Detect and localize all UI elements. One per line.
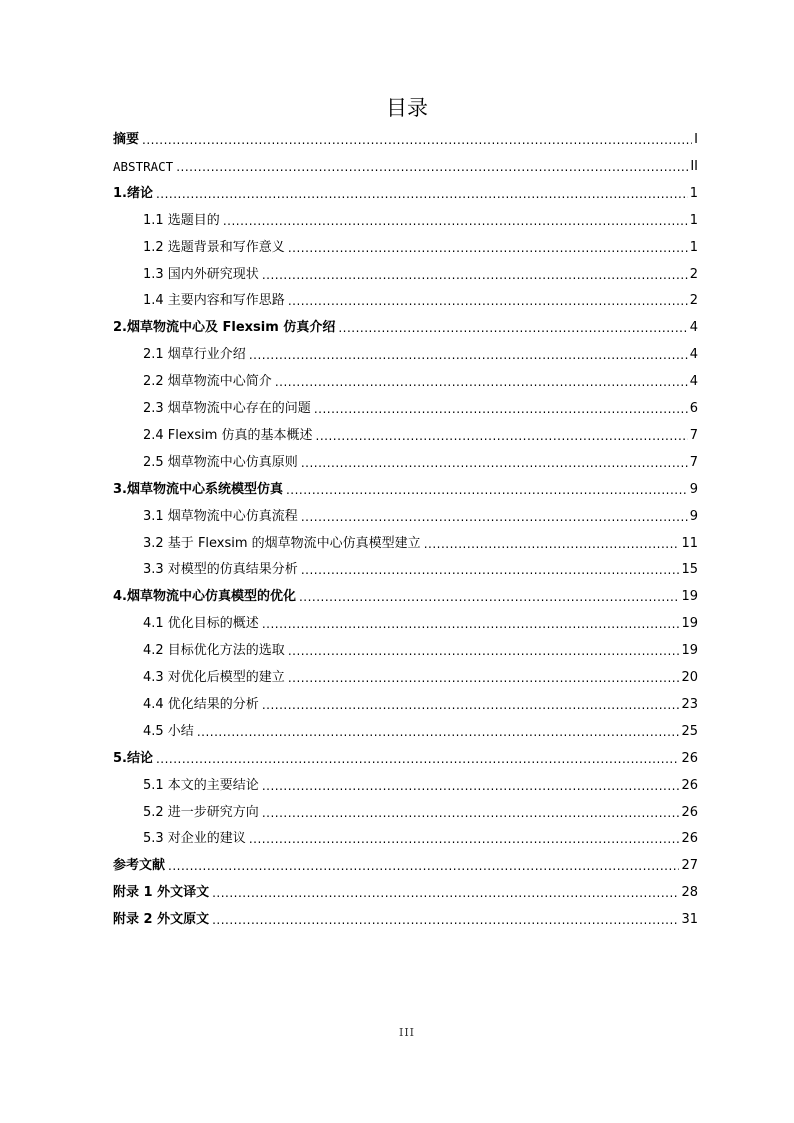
toc-entry-page: 26 xyxy=(681,831,698,847)
toc-entry-page: 9 xyxy=(689,481,698,497)
toc-entry-page: 19 xyxy=(681,643,698,659)
toc-entry-label: 4.4 优化结果的分析 xyxy=(143,696,259,712)
toc-entry[interactable] xyxy=(113,743,698,767)
toc-entry-label: 2.3 烟草物流中心存在的问题 xyxy=(143,401,311,416)
toc-entry-label: 3.1 烟草物流中心仿真流程 xyxy=(143,508,298,524)
toc-entry-label: 4.3 对优化后模型的建立 xyxy=(143,670,285,685)
toc-dot-leader xyxy=(288,240,688,256)
toc-dot-leader xyxy=(156,186,688,202)
toc-dot-leader xyxy=(275,374,688,390)
toc-entry[interactable] xyxy=(143,366,698,390)
toc-entry[interactable] xyxy=(113,850,698,874)
toc-entry[interactable] xyxy=(143,259,698,283)
toc-entry-label: 3.2 基于 Flexsim 的烟草物流中心仿真模型建立 xyxy=(143,535,421,551)
toc-dot-leader xyxy=(299,589,679,605)
toc-entry-label: 摘要 xyxy=(113,132,140,147)
toc-entry[interactable] xyxy=(143,501,698,525)
toc-dot-leader xyxy=(168,858,679,874)
toc-entry-page: 19 xyxy=(681,616,698,632)
toc-entry[interactable] xyxy=(143,716,698,740)
toc-entry-page: 11 xyxy=(681,535,698,551)
toc-entry-label: 5.2 进一步研究方向 xyxy=(143,804,259,820)
toc-entry-label: 1.绪论 xyxy=(113,185,153,201)
toc-entry-page: 9 xyxy=(689,508,698,524)
toc-entry-label: 1.2 选题背景和写作意义 xyxy=(143,239,285,255)
toc-entry-page: 28 xyxy=(681,885,698,901)
toc-dot-leader xyxy=(301,455,688,471)
toc-entry-label: 5.3 对企业的建议 xyxy=(143,831,246,847)
toc-dot-leader xyxy=(212,885,679,901)
toc-entry-label: 5.1 本文的主要结论 xyxy=(143,777,259,793)
toc-entry-label: 4.5 小结 xyxy=(143,723,194,739)
toc-entry[interactable] xyxy=(113,877,698,901)
toc-dot-leader xyxy=(288,293,688,309)
toc-entry-label: 3.3 对模型的仿真结果分析 xyxy=(143,562,298,578)
toc-dot-leader xyxy=(262,778,680,794)
toc-dot-leader xyxy=(338,320,687,336)
toc-dot-leader xyxy=(288,643,680,659)
toc-entry-label: 4.2 目标优化方法的选取 xyxy=(143,643,285,659)
toc-entry[interactable] xyxy=(113,474,698,498)
toc-entry[interactable] xyxy=(143,420,698,444)
toc-entry[interactable] xyxy=(143,689,698,713)
toc-entry-page: 6 xyxy=(689,401,698,416)
toc-entry-page: 1 xyxy=(689,239,698,255)
toc-dot-leader xyxy=(212,912,679,928)
toc-entry-page: 19 xyxy=(681,589,698,605)
toc-entry[interactable] xyxy=(143,447,698,471)
toc-entry-page: 7 xyxy=(689,454,698,470)
toc-entry[interactable] xyxy=(143,393,698,417)
toc-entry-label: 2.5 烟草物流中心仿真原则 xyxy=(143,454,298,470)
toc-entry-label: 参考文献 xyxy=(113,858,166,874)
toc-entry-label: 3.烟草物流中心系统模型仿真 xyxy=(113,481,283,497)
toc-entry-page: 27 xyxy=(681,858,698,874)
toc-entry-label: 2.烟草物流中心及 Flexsim 仿真介绍 xyxy=(113,320,336,336)
toc-entry[interactable] xyxy=(113,151,698,175)
toc-entry[interactable] xyxy=(113,178,698,202)
toc-entry-page: 2 xyxy=(689,293,698,309)
toc-entry[interactable] xyxy=(143,608,698,632)
toc-entry-page: 31 xyxy=(681,912,698,928)
toc-dot-leader xyxy=(262,697,680,713)
toc-entry-page: 26 xyxy=(681,777,698,793)
toc-entry[interactable] xyxy=(113,124,698,148)
toc-dot-leader xyxy=(288,670,680,686)
toc-entry-page: 2 xyxy=(689,266,698,282)
toc-entry[interactable] xyxy=(143,823,698,847)
toc-entry-page: 1 xyxy=(689,212,698,228)
toc-dot-leader xyxy=(142,132,692,148)
toc-entry-page: 20 xyxy=(681,670,698,685)
toc-entry[interactable] xyxy=(143,662,698,686)
toc-entry-page: 4 xyxy=(689,320,698,336)
toc-entry-label: 2.4 Flexsim 仿真的基本概述 xyxy=(143,427,313,443)
toc-entry[interactable] xyxy=(143,205,698,229)
toc-entry[interactable] xyxy=(113,581,698,605)
toc-entry-label: 1.4 主要内容和写作思路 xyxy=(143,293,285,309)
toc-entry-page: 4 xyxy=(689,347,698,363)
toc-entry-page: 25 xyxy=(681,723,698,739)
toc-entry[interactable] xyxy=(113,312,698,336)
toc-entry-label: 5.结论 xyxy=(113,750,153,766)
toc-dot-leader xyxy=(249,831,680,847)
toc-entry-page: 1 xyxy=(689,185,698,201)
toc-entry[interactable] xyxy=(143,554,698,578)
toc-dot-leader xyxy=(156,751,679,767)
toc-dot-leader xyxy=(176,159,688,175)
toc-entry-page: 4 xyxy=(689,374,698,390)
toc-entry-label: 附录 1 外文译文 xyxy=(113,885,210,901)
toc-entry-label: 4.1 优化目标的概述 xyxy=(143,616,259,632)
toc-entry-label: 附录 2 外文原文 xyxy=(113,912,210,928)
toc-dot-leader xyxy=(262,616,680,632)
toc-entry-page: 26 xyxy=(681,804,698,820)
toc-entry-page: 7 xyxy=(689,427,698,443)
toc-entry-page: 23 xyxy=(681,696,698,712)
toc-entry-label: 2.1 烟草行业介绍 xyxy=(143,347,246,363)
toc-entry-page: I xyxy=(694,132,698,147)
toc-dot-leader xyxy=(262,805,680,821)
toc-dot-leader xyxy=(301,562,680,578)
toc-entry[interactable] xyxy=(143,339,698,363)
toc-entry-label: ABSTRACT xyxy=(113,158,174,174)
toc-entry-page: 26 xyxy=(681,750,698,766)
toc-entry-label: 4.烟草物流中心仿真模型的优化 xyxy=(113,589,296,605)
toc-entry[interactable] xyxy=(113,904,698,928)
toc-entry[interactable] xyxy=(143,232,698,256)
toc-entry-label: 2.2 烟草物流中心简介 xyxy=(143,374,272,390)
toc-entry[interactable] xyxy=(143,285,698,309)
toc-dot-leader xyxy=(286,482,688,498)
toc-entry-page: 15 xyxy=(681,562,698,578)
toc-entry[interactable] xyxy=(143,528,698,552)
toc-entry[interactable] xyxy=(143,635,698,659)
toc-entry-label: 1.3 国内外研究现状 xyxy=(143,266,259,282)
toc-entry-label: 1.1 选题目的 xyxy=(143,212,220,228)
toc-entry[interactable] xyxy=(143,797,698,821)
toc-dot-leader xyxy=(316,428,688,444)
toc-entry-page: II xyxy=(690,158,698,174)
toc-dot-leader xyxy=(262,267,688,283)
toc-dot-leader xyxy=(197,724,680,740)
toc-dot-leader xyxy=(424,536,680,552)
toc-dot-leader xyxy=(249,347,688,363)
toc-title: 目录 xyxy=(386,96,428,120)
toc-dot-leader xyxy=(314,401,688,417)
toc-dot-leader xyxy=(301,509,688,525)
toc-entry[interactable] xyxy=(143,770,698,794)
toc-dot-leader xyxy=(223,213,688,229)
page-number: III xyxy=(398,1026,416,1039)
